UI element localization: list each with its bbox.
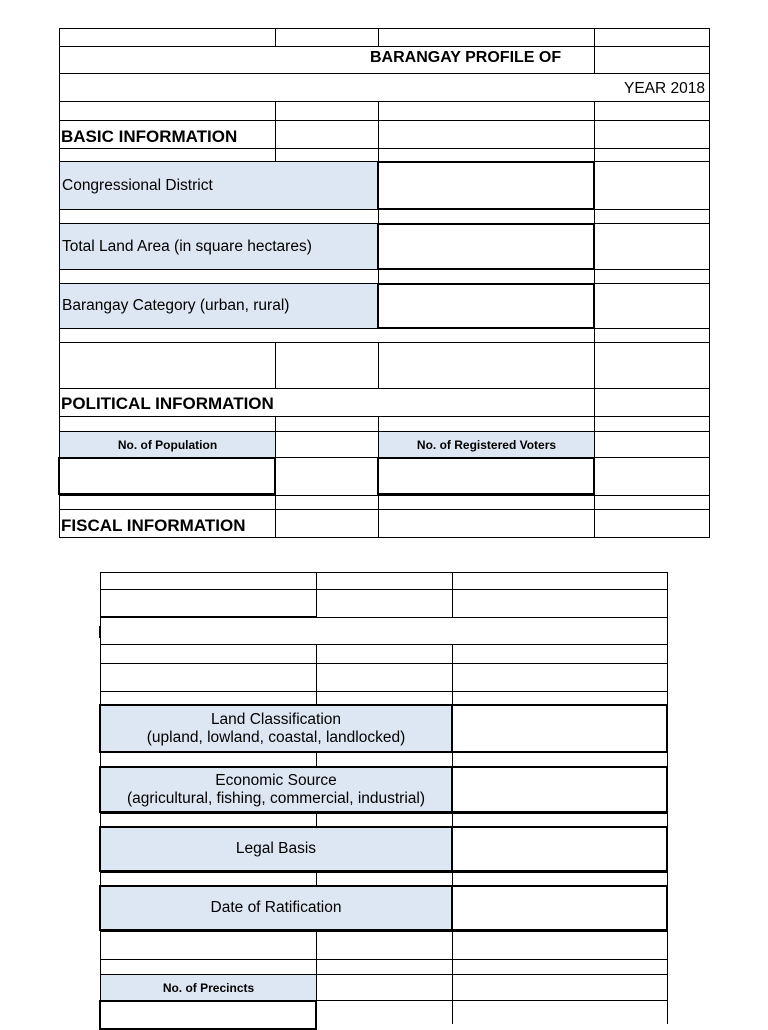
date-of-ratification-label: [99, 885, 453, 931]
grid-line: [100, 813, 668, 814]
grid-line: [275, 342, 276, 389]
grid-line: [59, 388, 710, 389]
barangay-category-field[interactable]: [377, 283, 595, 329]
field-label: Barangay Category (urban, rural): [62, 297, 290, 314]
grid-line: [378, 101, 379, 162]
legal-basis-label: [99, 826, 453, 872]
total-land-area-field[interactable]: [377, 223, 595, 270]
political-info-header: POLITICAL INFORMATION: [61, 394, 274, 413]
grid-line: [316, 644, 317, 705]
grid-line: [100, 931, 668, 932]
grid-line: [59, 101, 710, 102]
barangay-category-label: [60, 284, 378, 328]
registered-voters-label: No. of Registered Voters: [379, 432, 594, 457]
grid-line: [452, 572, 453, 618]
grid-line: [100, 959, 668, 960]
grid-line: [378, 28, 379, 47]
economic-source-label: [99, 766, 453, 813]
label-text: Legal Basis: [235, 840, 317, 857]
grid-line: [100, 616, 316, 618]
fiscal-info-header: FISCAL INFORMATION: [61, 516, 246, 535]
label-line: Land Classification: [210, 710, 342, 728]
grid-line: [275, 101, 276, 162]
grid-line: [100, 663, 668, 664]
date-of-ratification-field[interactable]: [451, 885, 668, 931]
grid-line: [99, 626, 101, 638]
grid-line: [100, 644, 668, 645]
field-label: Total Land Area (in square hectares): [62, 237, 312, 255]
grid-line: [316, 572, 317, 618]
grid-line: [59, 28, 710, 29]
grid-line: [316, 752, 317, 767]
barangay-name-field[interactable]: [594, 46, 710, 74]
grid-line: [100, 872, 668, 873]
land-classification-field[interactable]: [451, 704, 668, 753]
registered-voters-field[interactable]: [377, 457, 595, 495]
grid-line: [378, 342, 379, 389]
grid-line: [59, 148, 710, 149]
grid-line: [316, 813, 317, 827]
grid-line: [59, 416, 710, 417]
page-title: BARANGAY PROFILE OF: [370, 49, 562, 66]
precincts-label: No. of Precincts: [101, 975, 316, 1000]
grid-line: [316, 617, 668, 618]
congressional-district-label: [60, 162, 378, 209]
economic-source-field[interactable]: [451, 766, 668, 813]
field-label: Congressional District: [62, 176, 213, 194]
grid-line: [59, 342, 710, 343]
basic-info-header: BASIC INFORMATION: [61, 127, 238, 146]
grid-line: [452, 644, 453, 705]
grid-line: [452, 872, 453, 886]
precincts-field[interactable]: [99, 1000, 317, 1030]
congressional-district-field[interactable]: [377, 161, 595, 210]
grid-line: [59, 495, 710, 496]
population-field[interactable]: [58, 457, 276, 495]
grid-line: [59, 120, 710, 121]
total-land-area-label: [60, 224, 378, 269]
label-text: Date of Ratification: [210, 899, 342, 916]
grid-line: [59, 537, 710, 538]
grid-line: [100, 589, 668, 590]
legal-basis-field[interactable]: [451, 826, 668, 872]
grid-line: [452, 813, 453, 827]
label-line: (agricultural, fishing, commercial, industrial): [126, 789, 426, 807]
label-line: Economic Source: [215, 771, 337, 789]
grid-line: [452, 931, 453, 1024]
grid-line: [316, 872, 317, 886]
grid-line: [452, 752, 453, 767]
year-label: YEAR 2018: [624, 80, 705, 97]
grid-line: [100, 691, 668, 692]
grid-line: [275, 28, 276, 47]
grid-line: [100, 572, 668, 573]
land-classification-label: [99, 704, 453, 753]
label-line: (upland, lowland, coastal, landlocked): [146, 728, 406, 746]
grid-line: [59, 509, 710, 510]
population-label: No. of Population: [60, 432, 275, 457]
